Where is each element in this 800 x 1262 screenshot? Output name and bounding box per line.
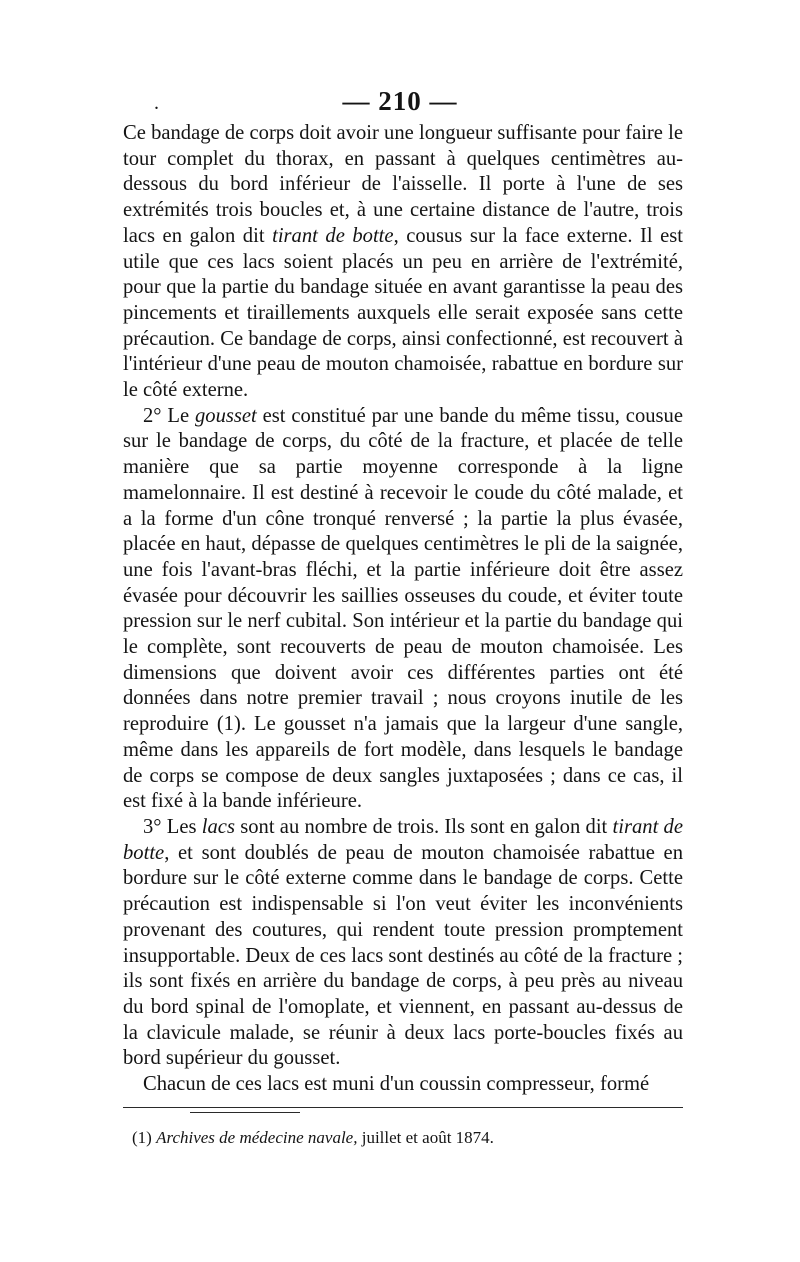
italic-term: tirant de botte bbox=[123, 815, 683, 864]
footnote-rule-short bbox=[190, 1112, 300, 1113]
text-segment: Chacun de ces lacs est muni d'un coussin compresseur, formé bbox=[143, 1073, 650, 1096]
footnote-source: Archives de médecine navale, bbox=[156, 1128, 358, 1147]
footnote bbox=[132, 1127, 692, 1149]
italic-term: gousset bbox=[194, 404, 257, 427]
text-segment: sont au nombre de trois. Ils sont en galon dit bbox=[234, 815, 613, 838]
text-segment: Ce bandage de corps doit avoir une longueur suffisante pour faire le tour complet du thorax, en passant à quelques centimètres au-dessous du bord inférieur de l'aisselle. Il porte à l'une de ses extrémités trois boucles et, à une certaine distance de l'autre, trois lacs en galon dit bbox=[123, 122, 683, 247]
paragraph-coussin bbox=[123, 1072, 683, 1098]
footnote-date: juillet et août 1874. bbox=[357, 1128, 494, 1147]
paragraph-bandage-de-corps bbox=[123, 121, 683, 404]
paragraph-lacs bbox=[123, 815, 683, 1072]
italic-term: lacs bbox=[201, 815, 235, 838]
text-segment: 2° Le bbox=[143, 404, 195, 427]
text-segment: est constitué par une bande du même tissu, cousue sur le bandage de corps, du côté de la fracture, et placée de telle manière que sa partie moyenne corresponde à la ligne mamelonnaire. Il est destiné à recevoir le coude du côté malade, et a la forme d'un cône tronqué renversé ; la partie la plus évasée, placée en haut, dépasse de quelques centimètres le pli de la saignée, une fois l'avant-bras fléchi, et la partie inférieure doit être assez évasée pour découvrir les saillies osseuses du coude, et éviter toute pression sur le nerf cubital. Son intérieur et la partie du bandage qui le complète, sont recouverts de peau de mouton chamoisée. Les dimensions que doivent avoir ces différentes parties ont été données dans notre premier travail ; nous croyons inutile de les reproduire (1). Le gousset n'a jamais que la largeur d'une sangle, même dans les appareils de fort modèle, dans lesquels le bandage de corps se compose de deux sangles juxtaposées ; dans ce cas, il est fixé à la bande inférieure. bbox=[123, 404, 683, 813]
text-segment: , et sont doublés de peau de mouton chamoisée rabattue en bordure sur le côté externe comme dans le bandage de corps. Cette précaution est indispensable si l'on veut éviter les inconvénients provenant des coutures, qui rendent toute pression promptement insupportable. Deux de ces lacs sont destinés au côté de la fracture ; ils sont fixés en arrière du bandage de corps, à peu près au niveau du bord spinal de l'omoplate, et viennent, en passant au-dessus de la clavicule malade, se réunir à deux lacs porte-boucles fixés au bord supérieur du gousset. bbox=[123, 841, 683, 1070]
body-text bbox=[123, 121, 683, 1098]
text-segment: 3° Les bbox=[143, 815, 202, 838]
stray-mark: . bbox=[154, 92, 159, 114]
italic-term: tirant de botte bbox=[272, 224, 394, 247]
text-segment: , cousus sur la face externe. Il est utile que ces lacs soient placés un peu en arrière de l'extrémité, pour que la partie du bandage située en avant garantisse la peau des pincements et tiraillements auxquels elle serait exposée sans cette précaution. Ce bandage de corps, ainsi confectionné, est recouvert à l'intérieur d'une peau de mouton chamoisée, rabattue en bordure sur le côté externe. bbox=[123, 224, 684, 402]
footnote-rule bbox=[123, 1107, 683, 1108]
page-number: — 210 — bbox=[342, 86, 458, 116]
footnote-marker: (1) bbox=[132, 1128, 157, 1147]
paragraph-gousset bbox=[123, 404, 683, 815]
